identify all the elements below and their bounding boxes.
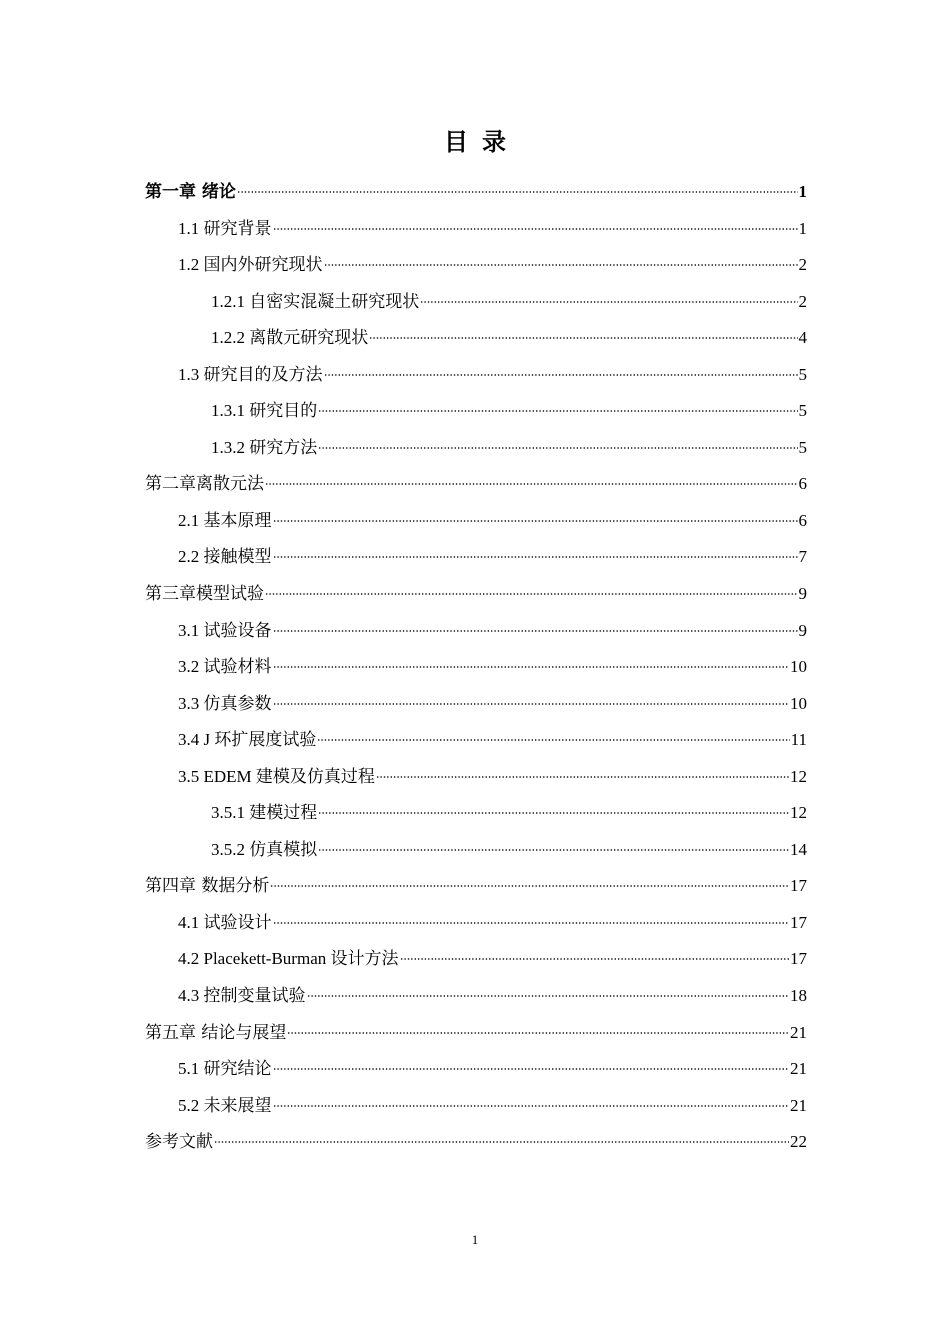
toc-entry-page-number: 6 <box>798 474 807 494</box>
toc-entry-page-number: 2 <box>798 291 807 311</box>
toc-entry-level-2[interactable] <box>145 649 807 686</box>
toc-entry-page-number: 21 <box>790 1095 807 1115</box>
toc-entry-level-2[interactable] <box>145 1088 807 1125</box>
toc-dot-leader <box>265 593 798 595</box>
toc-dot-leader <box>400 958 790 960</box>
toc-entry-page-number: 17 <box>790 949 807 969</box>
toc-dot-leader <box>324 264 798 266</box>
toc-entry-label: 1.1 研究背景 <box>178 218 272 238</box>
toc-entry-page-number: 12 <box>790 803 807 823</box>
toc-entry-label: 第一章 绪论 <box>145 182 236 202</box>
toc-entry-label: 2.1 基本原理 <box>178 510 272 530</box>
toc-dot-leader <box>318 410 797 412</box>
toc-entry-level-1[interactable] <box>145 174 807 211</box>
toc-dot-leader <box>307 995 790 997</box>
toc-dot-leader <box>273 922 790 924</box>
table-of-contents <box>145 174 807 1161</box>
toc-dot-leader <box>273 1068 790 1070</box>
toc-entry-level-1[interactable] <box>145 466 807 503</box>
toc-dot-leader <box>273 1105 790 1107</box>
toc-entry-level-2[interactable] <box>145 941 807 978</box>
toc-entry-label: 3.2 试验材料 <box>178 657 272 677</box>
toc-entry-page-number: 21 <box>790 1059 807 1079</box>
toc-entry-level-2[interactable] <box>145 503 807 540</box>
toc-entry-page-number: 5 <box>798 437 807 457</box>
toc-entry-page-number: 9 <box>798 620 807 640</box>
toc-entry-level-2[interactable] <box>145 686 807 723</box>
footer-page-number: 1 <box>471 1232 479 1247</box>
toc-dot-leader <box>273 703 790 705</box>
toc-dot-leader <box>273 556 798 558</box>
toc-entry-page-number: 5 <box>798 401 807 421</box>
toc-entry-label: 第三章模型试验 <box>145 584 264 605</box>
toc-entry-level-2[interactable] <box>145 247 807 284</box>
toc-entry-label: 1.2.2 离散元研究现状 <box>211 328 369 348</box>
toc-entry-label: 4.2 Placekett-Burman 设计方法 <box>178 949 399 969</box>
toc-dot-leader <box>273 228 798 230</box>
toc-entry-page-number: 17 <box>790 912 807 932</box>
toc-entry-page-number: 22 <box>790 1132 807 1152</box>
toc-entry-page-number: 1 <box>798 182 807 201</box>
toc-entry-label: 4.1 试验设计 <box>178 912 272 932</box>
toc-entry-label: 3.5.1 建模过程 <box>211 803 318 823</box>
toc-entry-level-1[interactable] <box>145 1124 807 1161</box>
toc-entry-label: 3.5 EDEM 建模及仿真过程 <box>178 766 375 786</box>
toc-entry-level-3[interactable] <box>145 320 807 357</box>
toc-entry-page-number: 6 <box>798 510 807 530</box>
toc-entry-level-2[interactable] <box>145 539 807 576</box>
toc-dot-leader <box>287 1032 789 1034</box>
toc-entry-page-number: 1 <box>798 218 807 238</box>
toc-entry-level-1[interactable] <box>145 868 807 905</box>
toc-entry-label: 3.1 试验设备 <box>178 620 272 640</box>
toc-entry-label: 1.2.1 自密实混凝土研究现状 <box>211 291 420 311</box>
toc-entry-label: 3.3 仿真参数 <box>178 693 272 713</box>
toc-dot-leader <box>420 301 797 303</box>
toc-dot-leader <box>265 483 798 485</box>
toc-dot-leader <box>318 812 789 814</box>
toc-entry-label: 3.4 J 环扩展度试验 <box>178 730 317 750</box>
toc-entry-page-number: 11 <box>790 730 807 750</box>
toc-entry-label: 1.2 国内外研究现状 <box>178 255 323 275</box>
toc-entry-label: 1.3.1 研究目的 <box>211 401 318 421</box>
toc-entry-page-number: 7 <box>798 547 807 567</box>
toc-entry-label: 1.3 研究目的及方法 <box>178 364 323 384</box>
toc-entry-page-number: 14 <box>790 839 807 859</box>
toc-entry-level-2[interactable] <box>145 1051 807 1088</box>
toc-dot-leader <box>376 776 789 778</box>
toc-entry-level-3[interactable] <box>145 430 807 467</box>
toc-entry-label: 1.3.2 研究方法 <box>211 437 318 457</box>
toc-entry-label: 5.1 研究结论 <box>178 1059 272 1079</box>
toc-dot-leader <box>214 1141 789 1143</box>
toc-dot-leader <box>273 520 798 522</box>
toc-entry-level-2[interactable] <box>145 357 807 394</box>
toc-entry-label: 参考文献 <box>145 1132 213 1153</box>
toc-entry-level-2[interactable] <box>145 722 807 759</box>
toc-entry-label: 3.5.2 仿真模拟 <box>211 839 318 859</box>
toc-entry-page-number: 4 <box>798 328 807 348</box>
toc-entry-level-2[interactable] <box>145 978 807 1015</box>
toc-dot-leader <box>273 666 790 668</box>
toc-entry-label: 5.2 未来展望 <box>178 1095 272 1115</box>
toc-entry-level-1[interactable] <box>145 576 807 613</box>
toc-entry-level-3[interactable] <box>145 795 807 832</box>
toc-entry-level-1[interactable] <box>145 1015 807 1052</box>
toc-entry-label: 4.3 控制变量试验 <box>178 986 306 1006</box>
toc-dot-leader <box>318 447 797 449</box>
toc-entry-level-3[interactable] <box>145 393 807 430</box>
toc-entry-page-number: 17 <box>790 876 807 896</box>
toc-entry-level-3[interactable] <box>145 284 807 321</box>
page-title: 目录 <box>444 128 520 156</box>
toc-entry-page-number: 12 <box>790 766 807 786</box>
toc-entry-page-number: 5 <box>798 364 807 384</box>
toc-entry-label: 第四章 数据分析 <box>145 876 270 897</box>
toc-entry-page-number: 21 <box>790 1022 807 1042</box>
toc-dot-leader <box>318 849 789 851</box>
toc-dot-leader <box>324 374 798 376</box>
toc-entry-level-2[interactable] <box>145 759 807 796</box>
toc-dot-leader <box>273 630 798 632</box>
toc-entry-page-number: 10 <box>790 693 807 713</box>
toc-dot-leader <box>237 191 798 193</box>
toc-entry-level-2[interactable] <box>145 613 807 650</box>
toc-entry-label: 2.2 接触模型 <box>178 547 272 567</box>
toc-entry-page-number: 18 <box>790 986 807 1006</box>
toc-entry-label: 第二章离散元法 <box>145 474 264 495</box>
toc-entry-level-2[interactable] <box>145 211 807 248</box>
toc-entry-page-number: 2 <box>798 255 807 275</box>
toc-dot-leader <box>317 739 789 741</box>
toc-entry-page-number: 9 <box>798 584 807 604</box>
toc-entry-page-number: 10 <box>790 657 807 677</box>
toc-entry-level-3[interactable] <box>145 832 807 869</box>
toc-entry-label: 第五章 结论与展望 <box>145 1022 287 1043</box>
toc-entry-level-2[interactable] <box>145 905 807 942</box>
toc-dot-leader <box>270 885 789 887</box>
toc-dot-leader <box>369 337 797 339</box>
